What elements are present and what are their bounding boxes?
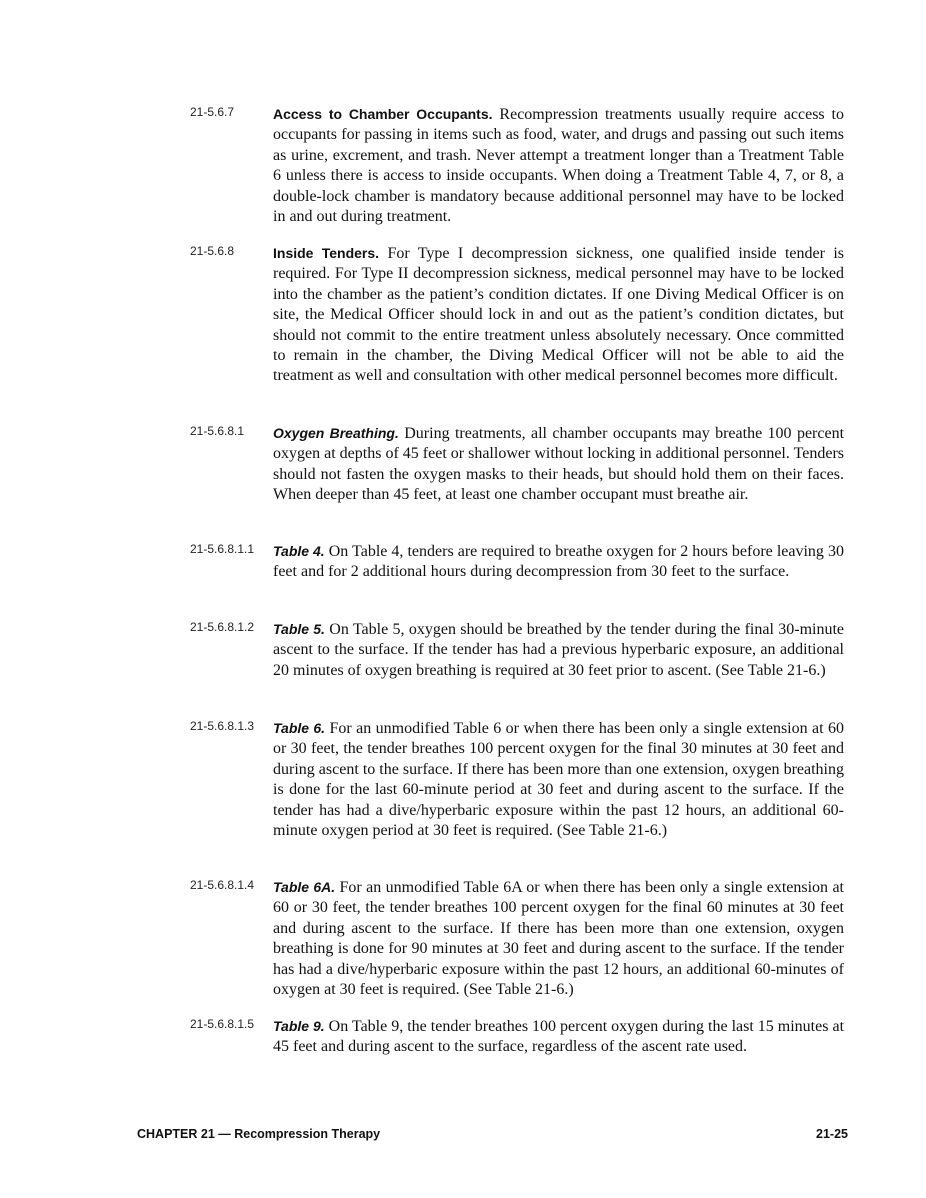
section-number: 21-5.6.8 xyxy=(190,244,235,258)
section-text xyxy=(273,104,844,227)
section-text xyxy=(273,243,844,387)
section-text xyxy=(273,619,844,681)
section-21-5-6-8-1-4 xyxy=(190,877,844,1000)
section-number: 21-5.6.7 xyxy=(190,105,235,119)
section-number: 21-5.6.8.1.1 xyxy=(190,542,255,556)
section-title: Table 9. xyxy=(273,1018,325,1034)
section-title: Table 6. xyxy=(273,720,326,736)
section-21-5-6-8-1-1 xyxy=(190,541,844,583)
section-body: Recompression treatments usually require access to occupants for passing in items such as food, water, and drugs and passing out such items as urine, excrement, and trash. Never attempt a treatment longer than a Treatment Table 6 unless there is access to inside occupants. When doing a Treatment Table 4, 7, or 8, a double-lock chamber is mandatory because additional personnel may have to be locked in and out during treatment. xyxy=(273,106,844,226)
section-body: During treatments, all chamber occupants may breathe 100 percent oxygen at depths of 45 feet or shallower without locking in additional personnel. Tenders should not fasten the oxygen masks to their heads, but should hold them on their faces. When deeper than 45 feet, at least one chamber occupant must breathe air. xyxy=(273,425,845,504)
section-body: For Type I decompression sickness, one qualified inside tender is required. For Type II decompression sickness, medical personnel may have to be locked into the chamber as the patient’s condition dictates. If one Diving Medical Officer is on site, the Medical Officer should lock in and out as the patient’s condition dictates, but should not commit to the entire treatment unless absolutely necessary. Once committed to remain in the chamber, the Diving Medical Officer will not be able to aid the treatment as well and consultation with other medical personnel becomes more difficult. xyxy=(273,245,845,385)
section-number: 21-5.6.8.1.4 xyxy=(190,878,255,892)
section-text xyxy=(273,718,844,841)
section-body: For an unmodified Table 6 or when there has been only a single extension at 60 or 30 feet, the tender breathes 100 percent oxygen for the final 30 minutes at 30 feet and during ascent to the surface. If there has been more than one extension, oxygen breathing is done for the last 60-minute period at 30 feet and during ascent to the surface. If the tender has had a dive/hyperbaric exposure within the past 12 hours, an additional 60-minute oxygen period at 30 feet is required. (See Table 21-6.) xyxy=(273,720,845,840)
section-title: Oxygen Breathing. xyxy=(273,425,399,441)
section-text xyxy=(273,423,844,506)
section-21-5-6-8-1-5 xyxy=(190,1016,844,1058)
section-body: For an unmodified Table 6A or when there has been only a single extension at 60 or 30 feet, the tender breathes 100 percent oxygen for the final 60 minutes at 30 feet and during ascent to the surface. If there has been more than one extension, oxygen breathing is done for 90 minutes at 30 feet and during ascent to the surface. If the tender has had a dive/hyperbaric exposure within the past 12 hours, an additional 60-minutes of oxygen at 30 feet is required. (See Table 21-6.) xyxy=(273,879,845,999)
footer-page-number: 21-25 xyxy=(816,1127,848,1141)
section-21-5-6-8-1 xyxy=(190,423,844,506)
footer-chapter-title: CHAPTER 21 — Recompression Therapy xyxy=(137,1127,381,1141)
section-body: On Table 9, the tender breathes 100 percent oxygen during the last 15 minutes at 45 feet and during ascent to the surface, regardless of the ascent rate used. xyxy=(273,1018,845,1056)
section-text xyxy=(273,541,844,583)
section-body: On Table 5, oxygen should be breathed by the tender during the final 30-minute ascent to the surface. If the tender has had a previous hyperbaric exposure, an additional 20 minutes of oxygen breathing is required at 30 feet prior to ascent. (See Table 21-6.) xyxy=(273,621,844,679)
section-number: 21-5.6.8.1.2 xyxy=(190,620,255,634)
section-number: 21-5.6.8.1.3 xyxy=(190,719,255,733)
section-title: Table 6A. xyxy=(273,879,336,895)
section-text xyxy=(273,877,844,1000)
section-title: Inside Tenders. xyxy=(273,245,380,261)
section-title: Access to Chamber Occupants. xyxy=(273,106,493,122)
section-number: 21-5.6.8.1.5 xyxy=(190,1017,255,1031)
section-21-5-6-8-1-3 xyxy=(190,718,844,841)
section-21-5-6-8 xyxy=(190,243,844,387)
section-text xyxy=(273,1016,844,1058)
section-21-5-6-8-1-2 xyxy=(190,619,844,681)
section-21-5-6-7 xyxy=(190,104,844,227)
section-number: 21-5.6.8.1 xyxy=(190,424,245,438)
section-title: Table 4. xyxy=(273,543,325,559)
section-body: On Table 4, tenders are required to breathe oxygen for 2 hours before leaving 30 feet and for 2 additional hours during decompression from 30 feet to the surface. xyxy=(273,543,844,581)
section-title: Table 5. xyxy=(273,621,325,637)
